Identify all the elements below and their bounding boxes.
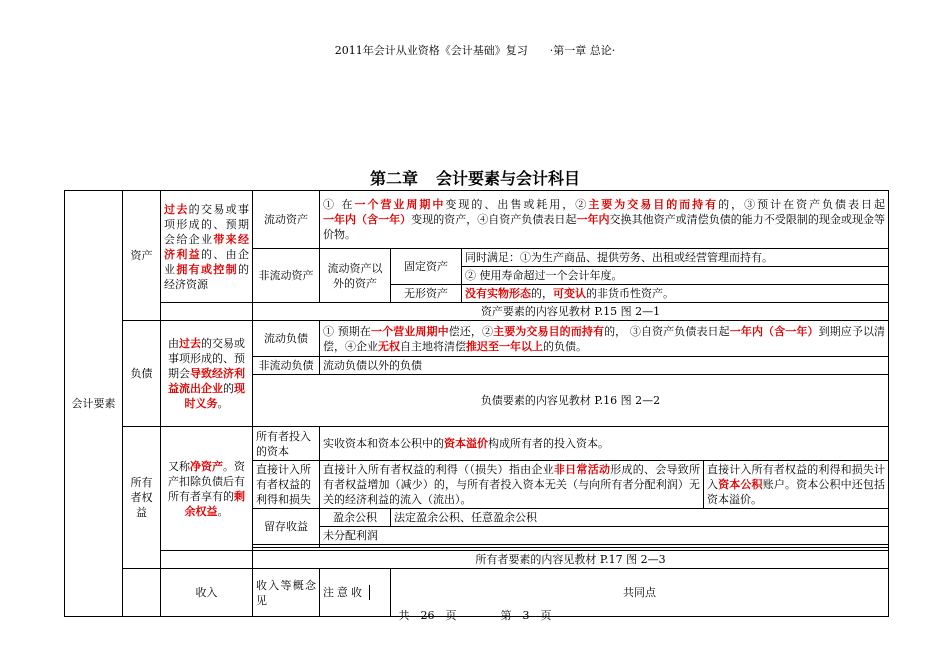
asset-ref-row [65, 303, 889, 321]
equity-def-tail [161, 551, 253, 569]
intangible-asset-label: 无形资产 [391, 285, 462, 303]
accounting-elements-table [64, 190, 889, 617]
current-asset-label: 流动资产 [253, 191, 320, 249]
income-concept: 收入等概念见 [253, 569, 320, 617]
asset-name: 资产 [123, 191, 161, 321]
fixed-asset-label: 固定资产 [391, 249, 462, 285]
total-pages: 共 26 页 [398, 609, 457, 622]
element-label-cell: 会计要素 [65, 191, 123, 617]
noncurrent-liability-desc: 流动负债以外的负债 [320, 357, 889, 375]
page-footer [0, 607, 950, 623]
fixed-asset-desc-2: ② 使用寿命超过一个会计年度。 [462, 267, 889, 285]
direct-gain-loss-desc-a: 直接计入所有者权益的利得（（损失）指由企业非日常活动形成的、会导致所有者权益增加（减少）的，与所有者投入资本无关（与向所有者分配利润）无关的经济利益的流入（流出）。 [320, 461, 704, 509]
header-book-title: 2011年会计从业资格《会计基础》复习 [334, 44, 528, 57]
noncurrent-liability-label: 非流动负债 [253, 357, 320, 375]
equity-name: 所有者权益 [123, 427, 161, 569]
current-liability-label: 流动负债 [253, 321, 320, 357]
liability-definition: 由过去的交易或事项形成的、预期会导致经济利益流出企业的现时义务。 [161, 321, 253, 427]
chapter-name: 会计要素与会计科目 [436, 169, 581, 188]
equity-ref: 所有者要素的内容见教材 P.17 图 2—3 [253, 551, 889, 569]
undistributed-profit: 未分配利润 [320, 527, 889, 545]
header-chapter: ·第一章 总论· [549, 44, 616, 57]
retained-earnings-label: 留存收益 [253, 509, 320, 545]
asset-current-row [65, 191, 889, 249]
asset-ref: 资产要素的内容见教材 P.15 图 2—1 [253, 303, 889, 321]
equity-invest-row [65, 427, 889, 461]
current-asset-desc: ① 在一个营业周期中变现的、出售或耗用，②主要为交易目的而持有的，③预计在资产负债表日起一年内（含一年）变现的资产，④自资产负债表日起一年内交换其他资产或清偿负债的能力不受限制的现金或现金等价物。 [320, 191, 889, 249]
direct-gain-loss-desc-b: 直接计入所有者权益的利得和损失计入资本公积账户。资本公积中还包括资本溢价。 [704, 461, 889, 509]
page-title [0, 166, 950, 189]
invest-capital-desc: 实收资本和资本公积中的资本溢价构成所有者的投入资本。 [320, 427, 889, 461]
equity-definition: 又称净资产。资产扣除负债后有所有者享有的剩余权益。 [161, 427, 253, 551]
direct-gain-loss-label: 直接计入所有者权益的利得和损失 [253, 461, 320, 509]
liability-current-row [65, 321, 889, 357]
current-liability-desc: ① 预期在一个营业周期中偿还，②主要为交易目的而持有的， ③自资产负债表日起一年内（含一年）到期应予以清偿，④企业无权自主地将清偿推迟至一年以上的负债。 [320, 321, 889, 357]
asset-def-tail [161, 303, 253, 321]
equity-ref-row [65, 551, 889, 569]
invest-capital-label: 所有者投入的资本 [253, 427, 320, 461]
page-header [0, 42, 950, 58]
asset-definition: 过去的交易或事项形成的、预期会给企业带来经济利益的、由企业拥有或控制的经济资源 [161, 191, 253, 303]
income-name: 收入 [161, 569, 253, 617]
liability-ref: 负债要素的内容见教材 P.16 图 2—2 [253, 375, 889, 427]
fixed-asset-desc-1: 同时满足：①为生产商品、提供劳务、出租或经营管理而持有。 [462, 249, 889, 267]
current-page: 第 3 页 [500, 609, 552, 622]
income-note: 注意收 [323, 586, 365, 599]
surplus-reserve-desc: 法定盈余公积、任意盈余公积 [391, 509, 889, 527]
noncurrent-asset-label: 非流动资产 [253, 249, 320, 303]
chapter-number: 第二章 [369, 169, 418, 188]
surplus-reserve-label: 盈余公积 [320, 509, 391, 527]
liability-name: 负债 [123, 321, 161, 427]
noncurrent-asset-sub: 流动资产以外的资产 [320, 249, 391, 303]
income-common: 共同点 [391, 569, 889, 617]
income-note-split [369, 585, 390, 600]
intangible-asset-desc: 没有实物形态的，可变认的非货币性资产。 [462, 285, 889, 303]
